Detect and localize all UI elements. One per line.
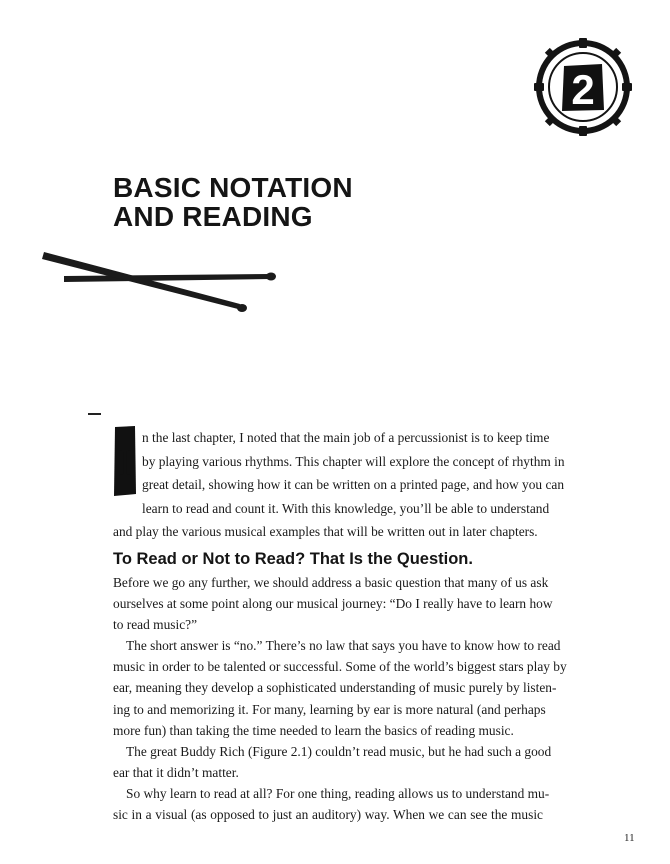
body-line: Before we go any further, we should address a basic question that many of us ask (113, 575, 549, 590)
section-heading: To Read or Not to Read? That Is the Question. (113, 550, 473, 568)
section-body (113, 572, 567, 825)
body-line: So why learn to read at all? For one thing, reading allows us to understand mu- (126, 785, 550, 801)
intro-paragraph (113, 426, 565, 544)
body-line: The great Buddy Rich (Figure 2.1) couldn’t read music, but he had such a good (126, 743, 552, 759)
svg-text:I: I (118, 440, 132, 485)
page-number: 11 (624, 832, 635, 844)
drumsticks-illustration (38, 246, 283, 316)
intro-line: by playing various rhythms. This chapter will explore the concept of rhythm in (142, 453, 565, 469)
drumstick-diagonal (42, 252, 247, 312)
chapter-title (113, 173, 353, 231)
chapter-number-badge (534, 38, 632, 136)
body-line: ing to and memorizing it. For many, learning by ear is more natural (and perhaps (113, 701, 546, 717)
intro-line: learn to read and count it. With this knowledge, you’ll be able to understand (142, 500, 550, 516)
drumstick-horizontal (64, 273, 276, 283)
body-line: ear, meaning they develop a sophisticated understanding of music purely by listen- (113, 680, 557, 696)
chapter-number: 2 (571, 66, 595, 113)
body-line: music in order to be talented or successful. Some of the world’s biggest stars play by (113, 659, 567, 675)
drop-cap-letter (113, 426, 137, 496)
paragraph-dash (88, 413, 101, 415)
intro-line: and play the various musical examples that will be written out in later chapters. (113, 524, 538, 540)
body-line: more fun) than taking the time needed to learn the basics of reading music. (113, 722, 514, 738)
body-line: The short answer is “no.” There’s no law that says you have to know how to read (126, 638, 561, 654)
body-line: sic in a visual (as opposed to just an auditory) way. When we can see the music (113, 807, 543, 823)
body-line: ourselves at some point along our musical journey: “Do I really have to learn how (113, 596, 553, 612)
intro-line: n the last chapter, I noted that the main job of a percussionist is to keep time (142, 430, 550, 445)
body-line: to read music?” (113, 617, 198, 633)
chapter-title-line-2: AND READING (113, 201, 313, 232)
intro-line: great detail, showing how it can be written on a printed page, and how you can (142, 477, 565, 493)
chapter-title-line-1: BASIC NOTATION (113, 172, 353, 203)
body-line: ear that it didn’t matter. (113, 764, 239, 780)
